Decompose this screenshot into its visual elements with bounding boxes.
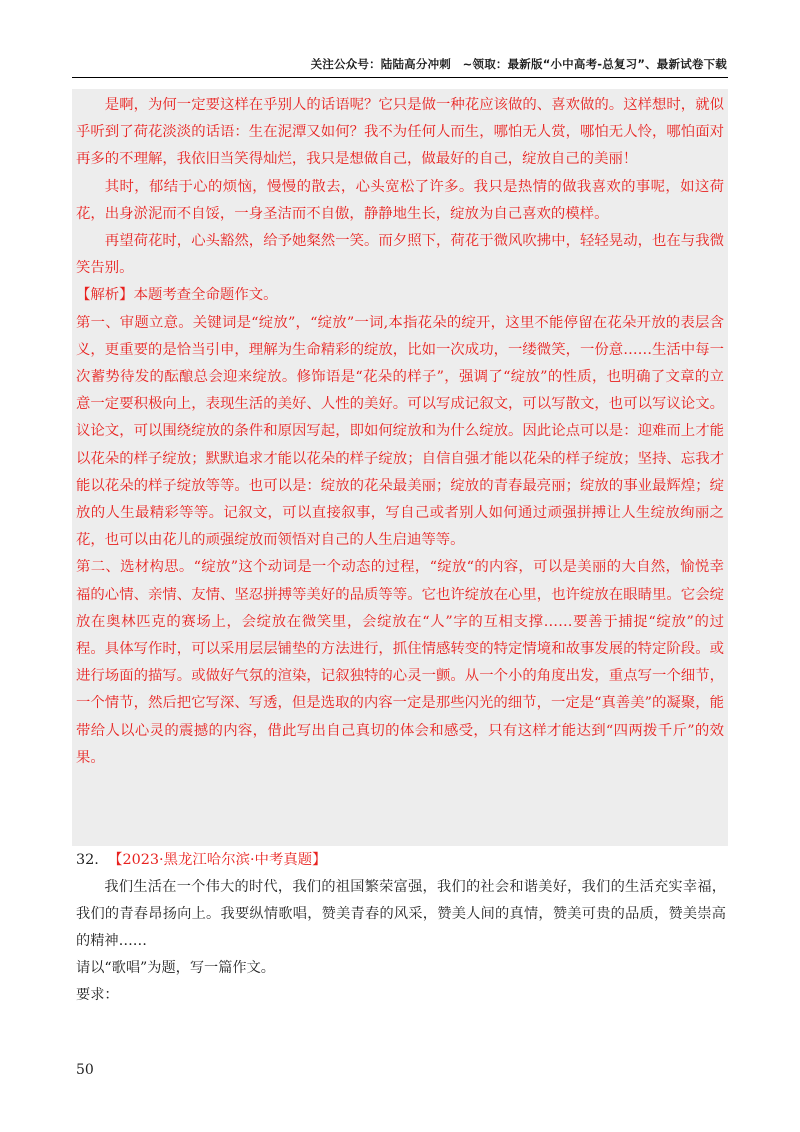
page-number: 50: [76, 1062, 94, 1078]
question-number: 32.: [76, 852, 99, 868]
question-prompt: 我们生活在一个伟大的时代，我们的祖国繁荣富强，我们的社会和谐美好，我们的生活充实幸福，我们的青春昂扬向上。我要纵情歌唱，赞美青春的风采，赞美人间的真情，赞美可贵的品质，赞美崇高的精神……: [76, 879, 726, 949]
essay-paragraph: 其时，郁结于心的烦恼，慢慢的散去，心头宽松了许多。我只是热情的做我喜欢的事呢，如这荷花，出身淤泥而不自馁，一身圣洁而不自傲，静静地生长，绽放为自己喜欢的模样。: [76, 178, 724, 222]
question-source: 【2023·黑龙江哈尔滨·中考真题】: [108, 852, 327, 868]
analysis-part-2: 第二、选材构思。“绽放”这个动词是一个动态的过程，“绽放“的内容，可以是美丽的大自然，愉悦幸福的心情、亲情、友情、坚忍拼搏等美好的品质等等。它也许绽放在心里，也许绽放在眼睛里。它会绽放在奥林匹克的赛场上，会绽放在微笑里，会绽放在“人”字的互相支撑……要善于捕捉“绽放”的过程。具体写作时，可以采用层层铺垫的方法进行，抓住情感转变的特定情境和故事发展的特定阶段。或进行场面的描写。或做好气氛的渲染，记叙独特的心灵一颤。从一个小的角度出发，重点写一个细节，一个情节，然后把它写深、写透，但是选取的内容一定是那些闪光的细节，一定是“真善美”的凝聚，能带给人以心灵的震撼的内容，借此写出自己真切的体会和感受，只有这样才能达到“四两拨千斤”的效果。: [76, 559, 724, 766]
analysis-label: 【解析】: [76, 287, 134, 304]
question-instruction: 请以“歌唱”为题，写一篇作文。: [76, 960, 275, 976]
analysis-part-1: 第一、审题立意。关键词是“绽放”，“绽放”一词,本指花朵的绽开，这里不能停留在花朵开放的表层含义，更重要的是恰当引申，理解为生命精彩的绽放，比如一次成功，一缕微笑，一份意……生活中每一次蓄势待发的酝酿总会迎来绽放。修饰语是“花朵的样子”，强调了“绽放”的性质，也明确了文章的立意一定要积极向上，表现生活的美好、人性的美好。可以写成记叙文，可以写散文，也可以写议论文。议论文，可以围绕绽放的条件和原因写起，即如何绽放和为什么绽放。因此论点可以是：迎难而上才能以花朵的样子绽放；默默追求才能以花朵的样子绽放；自信自强才能以花朵的样子绽放；坚持、忘我才能以花朵的样子绽放等等。也可以是：绽放的花朵最美丽；绽放的青春最亮丽；绽放的事业最辉煌；绽放的人生最精彩等等。记叙文，可以直接叙事，写自己或者别人如何通过顽强拼搏让人生绽放绚丽之花，也可以由花儿的顽强绽放而领悟对自己的人生启迪等等。: [76, 314, 724, 549]
analysis-intro: [76, 282, 724, 309]
requirements-label: 要求：: [76, 987, 119, 1003]
answer-section: [76, 92, 724, 772]
essay-paragraph: 是啊，为何一定要这样在乎别人的话语呢？它只是做一种花应该做的、喜欢做的。这样想时，就似乎听到了荷花淡淡的话语：生在泥潭又如何？我不为任何人而生，哪怕无人赏，哪怕无人怜，哪怕面对再多的不理解，我依旧当笑得灿烂，我只是想做自己，做最好的自己，绽放自己的美丽！: [76, 97, 724, 168]
essay-paragraph: 再望荷花时，心头豁然，给予她粲然一笑。而夕照下，荷花于微风吹拂中，轻轻晃动，也在与我微笑告别。: [76, 233, 724, 277]
page-header: 关注公众号：陆陆高分冲刺 ~领取：最新版“小中高考-总复习”、最新试卷下载: [310, 57, 727, 71]
question-title: [76, 850, 726, 870]
question-body: [76, 874, 726, 1009]
header-divider: [72, 77, 728, 78]
analysis-intro-text: 本题考查全命题作文。: [133, 287, 278, 304]
